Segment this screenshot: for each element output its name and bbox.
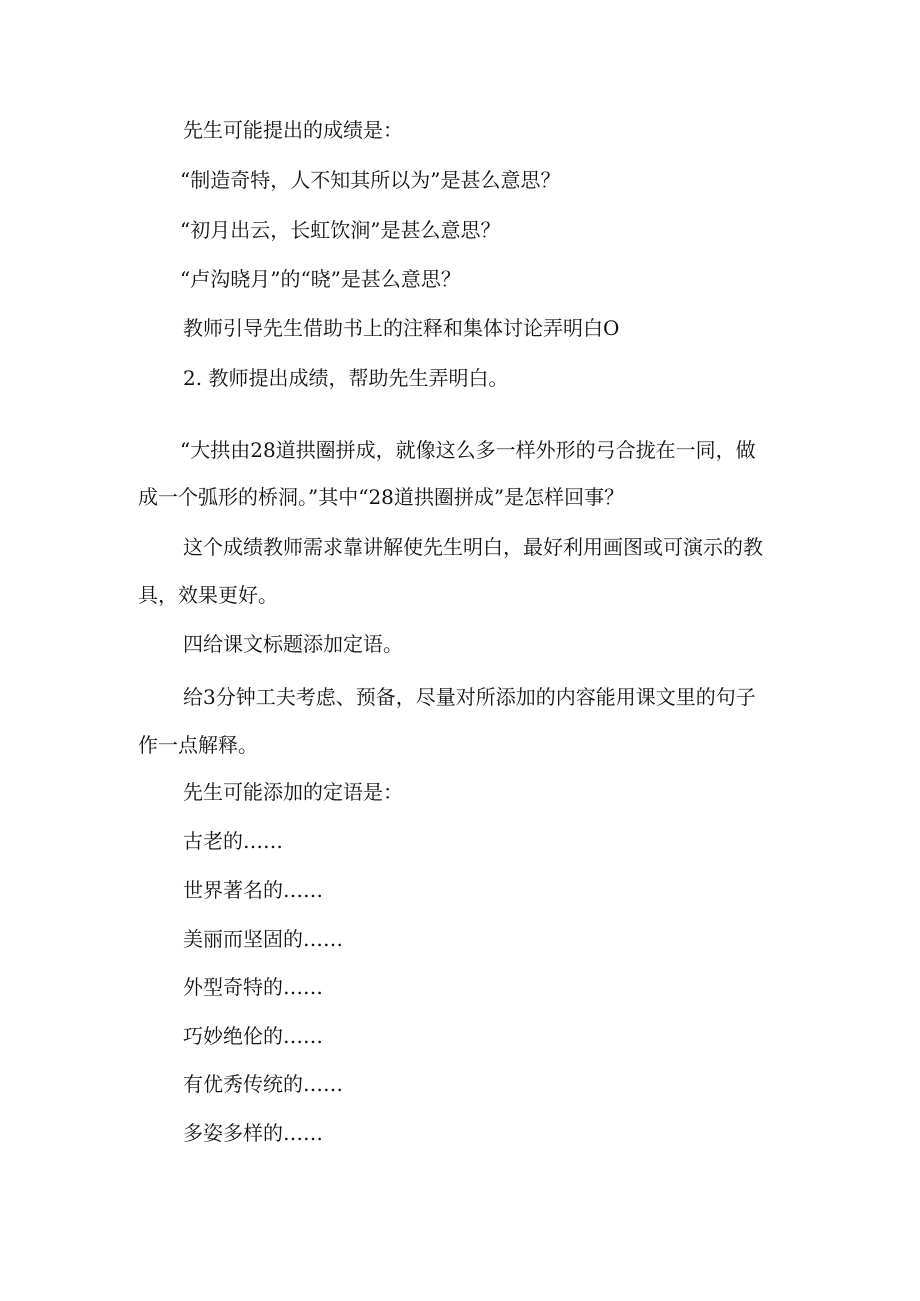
list-item: 古老的……: [183, 829, 283, 853]
paragraph-line: 作一点解释。: [138, 733, 258, 757]
list-item: 巧妙绝伦的……: [183, 1024, 323, 1048]
list-item: 多姿多样的……: [183, 1121, 323, 1145]
paragraph-line: “卢沟晓月”的“晓”是甚么意思？: [180, 267, 461, 291]
list-item: 世界著名的……: [183, 878, 323, 902]
paragraph-line: “初月出云，长虹饮涧”是甚么意思？: [180, 218, 501, 242]
paragraph-line: “大拱由28道拱圈拼成，就像这么多一样外形的弓合拢在一同，做: [180, 438, 756, 462]
paragraph-line: 先生可能提出的成绩是：: [183, 118, 403, 142]
paragraph-line: 这个成绩教师需求靠讲解使先生明白，最好利用画图或可演示的教: [183, 535, 763, 559]
paragraph-line: 2. 教师提出成绩，帮助先生弄明白。: [183, 366, 509, 390]
paragraph-line: 先生可能添加的定语是：: [183, 780, 403, 804]
list-item: 有优秀传统的……: [183, 1072, 343, 1096]
paragraph-line: 给3分钟工夫考虑、预备，尽量对所添加的内容能用课文里的句子: [183, 685, 756, 709]
paragraph-line: 成一个弧形的桥洞。”其中“28道拱圈拼成”是怎样回事？: [138, 485, 625, 509]
paragraph-line: “制造奇特，人不知其所以为”是甚么意思？: [180, 168, 561, 192]
paragraph-line: 四给课文标题添加定语。: [183, 632, 403, 656]
list-item: 外型奇特的……: [183, 975, 323, 999]
paragraph-line: 教师引导先生借助书上的注释和集体讨论弄明白O: [183, 316, 620, 340]
list-item: 美丽而坚固的……: [183, 927, 343, 951]
paragraph-line: 具，效果更好。: [138, 583, 278, 607]
